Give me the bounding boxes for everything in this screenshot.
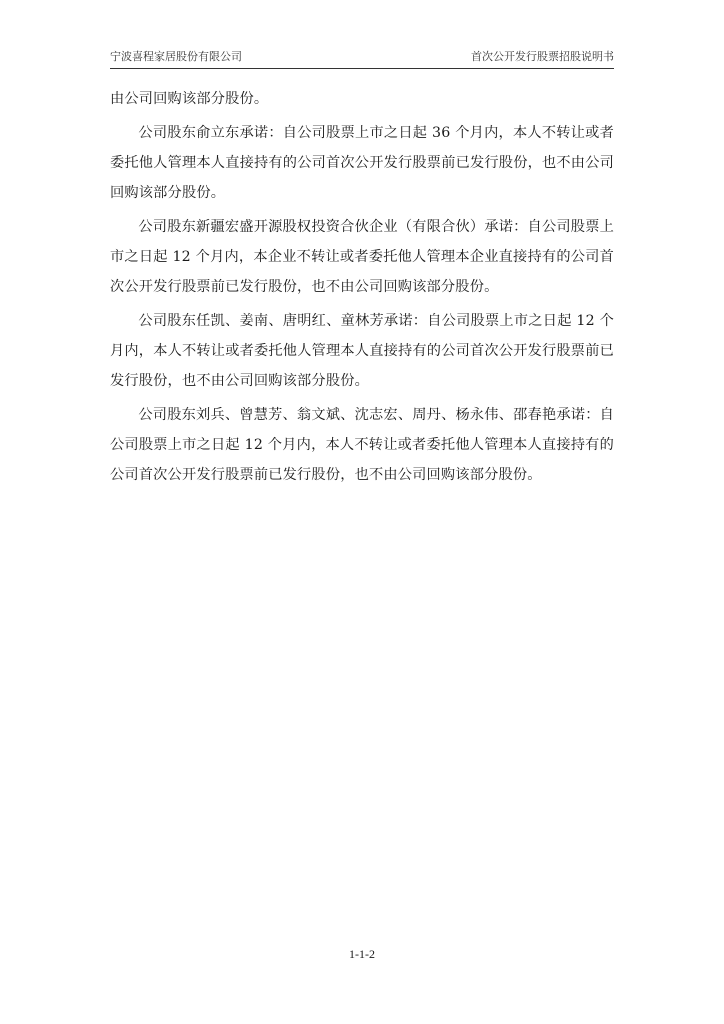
paragraph-shareholders-ren-kai-group: 公司股东任凯、姜南、唐明红、童林芳承诺：自公司股票上市之日起 12 个月内，本人不转让或者委托他人管理本人直接持有的公司首次公开发行股票前已发行股份，也不由公司回购该部分股份。 (110, 313, 614, 389)
paragraph-shareholder-yu-lidong: 公司股东俞立东承诺：自公司股票上市之日起 36 个月内，本人不转让或者委托他人管理本人直接持有的公司首次公开发行股票前已发行股份，也不由公司回购该部分股份。 (110, 125, 614, 201)
header-document-title: 首次公开发行股票招股说明书 (471, 50, 614, 63)
page-number: 1-1-2 (349, 947, 375, 961)
page-header (110, 50, 614, 69)
document-body (110, 84, 614, 494)
paragraph-shareholder-xinjiang-hongsheng: 公司股东新疆宏盛开源股权投资合伙企业（有限合伙）承诺：自公司股票上市之日起 12 个月内，本企业不转让或者委托他人管理本企业直接持有的公司首次公开发行股票前已发行股份，也不由公司回购该部分股份。 (110, 219, 614, 295)
header-company-name: 宁波喜程家居股份有限公司 (110, 50, 242, 63)
paragraph-shareholders-liu-bing-group: 公司股东刘兵、曾慧芳、翁文斌、沈志宏、周丹、杨永伟、邵春艳承诺：自公司股票上市之日起 12 个月内，本人不转让或者委托他人管理本人直接持有的公司首次公开发行股票前已发行股份，也不由公司回购该部分股份。 (110, 407, 614, 483)
paragraph-continuation: 由公司回购该部分股份。 (110, 91, 269, 107)
